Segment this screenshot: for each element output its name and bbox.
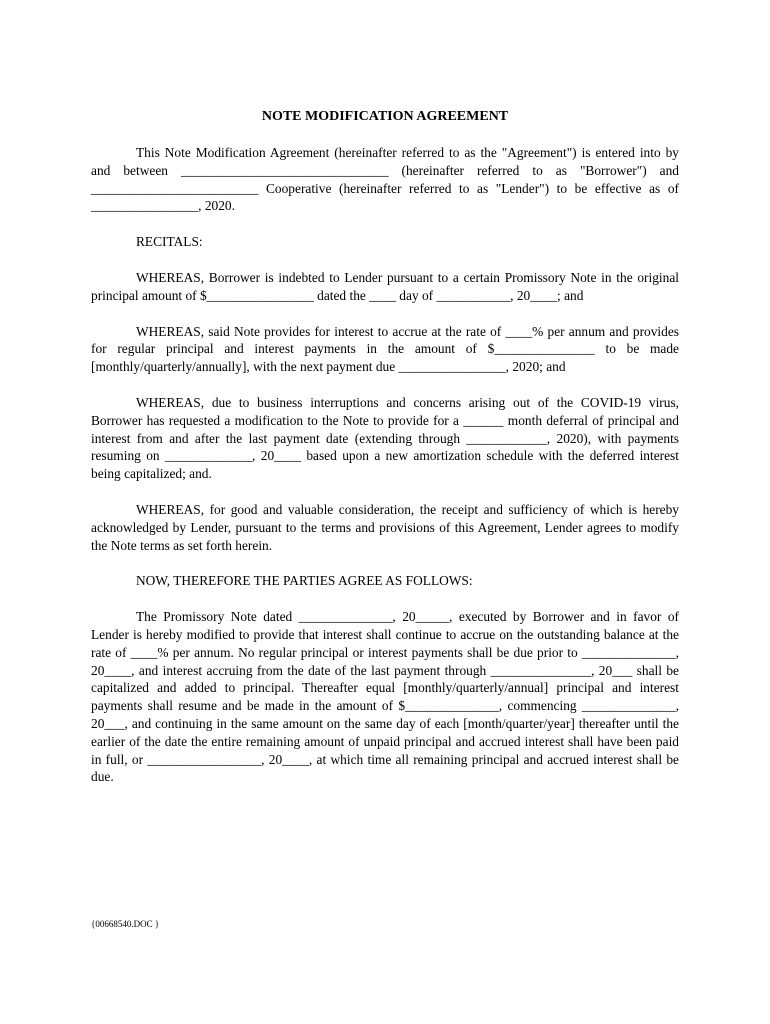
document-title: NOTE MODIFICATION AGREEMENT <box>261 109 509 124</box>
whereas-paragraph-4: WHEREAS, for good and valuable consideration, the receipt and sufficiency of which is hereby acknowledged by Lender, pursuant to the terms and provisions of this Agreement, Lender agrees to modify the Note terms as set forth herein. <box>91 501 679 553</box>
now-therefore-heading: NOW, THEREFORE THE PARTIES AGREE AS FOLLOWS: <box>136 573 473 589</box>
terms-paragraph: The Promissory Note dated ______________, 20_____, executed by Borrower and in favor of Lender is hereby modified to provide that interest shall continue to accrue on the outstanding balance at the rate of ____% per annum. No regular principal or interest payments shall be due prior to ______________, 20____, and interest accruing from the date of the last payment through _______________, 20___ shall be capitalized and added to principal. Thereafter equal [monthly/quarterly/annual] principal and interest payments shall resume and be made in the amount of $______________, commencing ______________, 20___, and continuing in the same amount on the same day of each [month/quarter/year] thereafter until the earlier of the date the entire remaining amount of unpaid principal and accrued interest shall have been paid in full, or _________________, 20____, at which time all remaining principal and accrued interest shall be due. <box>91 609 679 785</box>
whereas-paragraph-3: WHEREAS, due to business interruptions and concerns arising out of the COVID-19 virus, Borrower has requested a modification to the Note to provide for a ______ month deferral of principal and interest from and after the last payment date (extending through ____________, 2020), with payments resuming on _____________, 20____ based upon a new amortization schedule with the deferred interest being capitalized; and. <box>91 394 679 482</box>
whereas-paragraph-1: WHEREAS, Borrower is indebted to Lender pursuant to a certain Promissory Note in the original principal amount of $________________ dated the ____ day of ___________, 20____; and <box>91 269 679 303</box>
intro-paragraph: This Note Modification Agreement (hereinafter referred to as the "Agreement") is entered into by and between _______________________________ (hereinafter referred to as "Borrower") and _________________________ Cooperative (hereinafter referred to as "Lender") to be effective as of ________________, 2020. <box>91 145 679 214</box>
recitals-heading: RECITALS: <box>136 234 203 250</box>
whereas-paragraph-2: WHEREAS, said Note provides for interest to accrue at the rate of ____% per annum and provides for regular principal and interest payments in the amount of $_______________ to be made [monthly/quarterly/annually], with the next payment due ________________, 2020; and <box>91 323 679 375</box>
document-page <box>91 108 679 804</box>
document-footer-id: {00668540.DOC } <box>91 919 160 929</box>
